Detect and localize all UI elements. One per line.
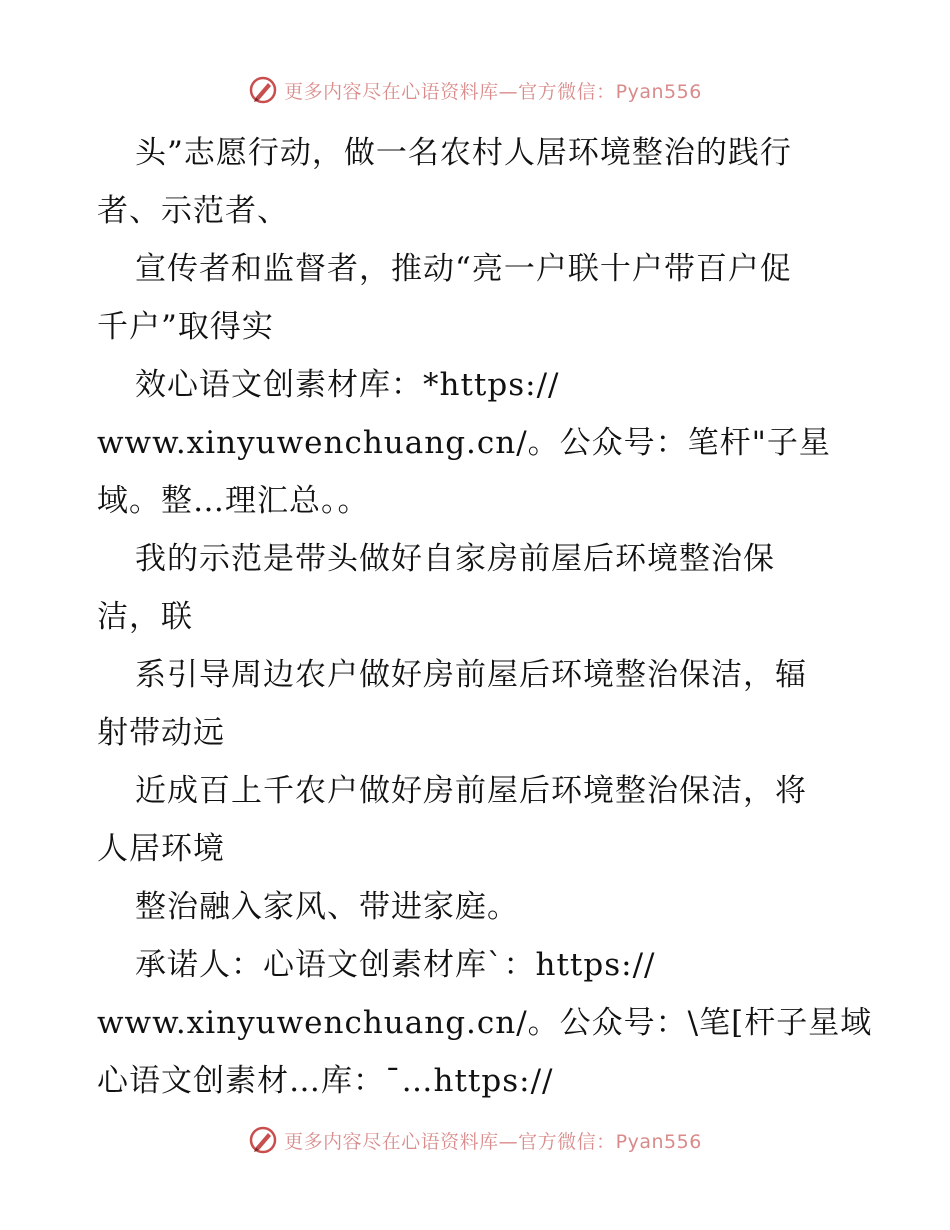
body-text-line: 洁，联 [97,599,193,635]
body-text-line: 系引导周边农户做好房前屋后环境整治保洁，辐 [135,657,807,693]
pen-logo-icon [248,75,278,105]
body-text-line: 域。整…理汇总。。 [97,483,370,519]
body-text-line: 我的示范是带头做好自家房前屋后环境整治保 [135,541,775,577]
footer-banner-text: 更多内容尽在心语资料库—官方微信：Pyan556 [284,1130,702,1153]
body-text-line: 人居环境 [97,831,225,867]
body-text-line: 整治融入家风、带进家庭。 [135,889,519,925]
body-text-line: 心语文创素材…库：¯…https:// [97,1063,554,1099]
document-body [97,124,873,1110]
body-text-line: 近成百上千农户做好房前屋后环境整治保洁，将 [135,773,807,809]
body-text-line: 者、示范者、 [97,193,289,229]
body-text-line: 射带动远 [97,715,225,751]
header-banner-text: 更多内容尽在心语资料库—官方微信：Pyan556 [284,80,702,103]
footer-banner [0,1120,950,1160]
body-text-line: 头”志愿行动，做一名农村人居环境整治的践行 [135,135,792,171]
body-text-line: 宣传者和监督者，推动“亮一户联十户带百户促 [135,251,792,287]
body-text-line: www.xinyuwenchuang.cn/。公众号：\笔[杆子星域 [97,1005,873,1041]
pen-logo-icon [248,1125,278,1155]
body-text-line: 承诺人：心语文创素材库`：https:// [135,947,656,983]
body-text-line: 千户”取得实 [97,309,274,345]
body-text-line: 效心语文创素材库：*https:// [135,367,560,403]
body-text-line: www.xinyuwenchuang.cn/。公众号：笔杆"子星 [97,425,831,461]
header-banner [0,70,950,110]
